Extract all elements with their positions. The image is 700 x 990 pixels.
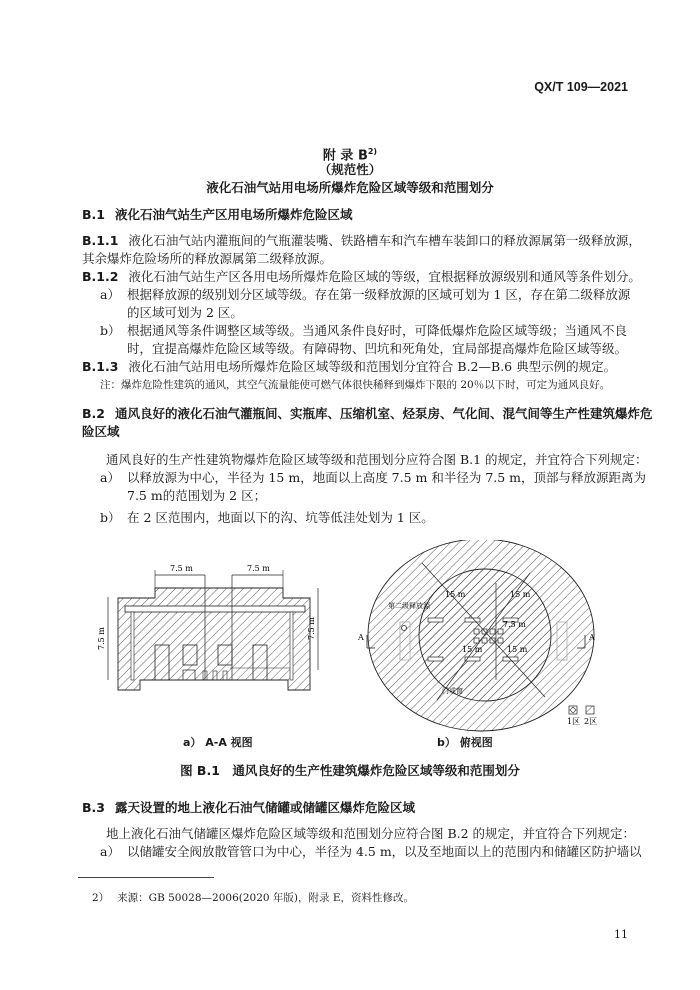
plan-view — [357, 540, 598, 731]
subfigure-a-caption: a） A-A 视图 — [183, 736, 253, 749]
list-item-a: 以释放源为中心，半径为 15 m，地面以上高度 7.5 m 和半径为 7.5 m，顶部与释放源距离为 — [127, 470, 647, 485]
doc-code: QX/T 109—2021 — [534, 80, 628, 94]
list-item-a-cont: 7.5 m的范围划为 2 区； — [127, 488, 267, 503]
release-source-label: 第二级释放源 — [388, 602, 430, 610]
door-window-label: 门或窗 — [442, 687, 463, 695]
note: 注：爆炸危险性建筑的通风，其空气流量能使可燃气体很快稀释到爆炸下限的 20％以下时，可定为通风良好。 — [100, 379, 611, 391]
clause-number: B.1.1 — [82, 233, 119, 248]
section-title: 露天设置的地上液化石油气储罐或储罐区爆炸危险区域 — [114, 800, 415, 815]
clause-b11-cont: 其余爆炸危险场所的释放源属第二级释放源。 — [82, 251, 333, 266]
appendix-title: 液化石油气站用电场所爆炸危险区域等级和范围划分 — [206, 180, 494, 195]
list-item-a: 根据释放源的级别划分区域等级。存在第一级释放源的区域可划为 1 区，存在第二级释放源 — [127, 287, 631, 302]
section-mark-left: A — [358, 633, 364, 642]
figure-caption: 图 B.1 通风良好的生产性建筑爆炸危险区域等级和范围划分 — [180, 763, 520, 778]
list-item-a-cont: 的区域可划为 2 区。 — [127, 305, 243, 320]
appendix-label-text: 附 录 B — [322, 148, 368, 164]
dim-label: 7.5 m — [503, 620, 526, 629]
list-marker-a: a） — [100, 470, 120, 485]
section-number: B.2 — [82, 406, 105, 421]
legend-zone-1: 1区 — [567, 717, 581, 726]
section-b2-heading-cont: 险区域 — [82, 424, 120, 439]
section-mark-right: A — [589, 633, 595, 642]
list-marker-a: a） — [100, 844, 120, 859]
page-number: 11 — [614, 928, 628, 941]
legend — [567, 706, 597, 726]
clause-b11 — [82, 232, 641, 250]
list-marker-b: b） — [100, 323, 121, 338]
dim-label: 7.5 m — [247, 564, 270, 573]
footnote-marker: 2） — [92, 892, 110, 904]
dim-label: 15 m — [510, 590, 531, 599]
clause-number: B.1.3 — [82, 359, 119, 374]
dim-label: 15 m — [507, 645, 528, 654]
footnote — [92, 889, 414, 907]
clause-b13 — [82, 358, 616, 376]
footnote-ref: 2) — [367, 147, 378, 156]
legend-zone-2: 2区 — [584, 717, 598, 726]
list-item-b-cont: 时，宜提高爆炸危险区域等级。有障碍物、凹坑和死角处，宜局部提高爆炸危险区域等级。 — [127, 341, 628, 356]
section-number: B.3 — [82, 800, 105, 815]
section-b1-heading — [82, 206, 353, 224]
section-title: 通风良好的液化石油气灌瓶间、实瓶库、压缩机室、烃泵房、气化间、混气间等生产性建筑爆炸危 — [114, 406, 653, 421]
appendix-nature: （规范性） — [318, 162, 382, 177]
dim-label: 7.5 m — [170, 564, 193, 573]
section-title: 液化石油气站生产区用电场所爆炸危险区域 — [114, 207, 353, 222]
list-item-b: 根据通风等条件调整区域等级。当通风条件良好时，可降低爆炸危险区域等级；当通风不良 — [127, 323, 628, 338]
b2-intro: 通风良好的生产性建筑物爆炸危险区域等级和范围划分应符合图 B.1 的规定，并宜符合下列规定： — [106, 452, 648, 467]
clause-text: 液化石油气站用电场所爆炸危险区域等级和范围划分宜符合 B.2—B.6 典型示例的规定。 — [128, 359, 617, 374]
b3-intro: 地上液化石油气储罐区爆炸危险区域等级和范围划分应符合图 B.2 的规定，并宜符合下列规定： — [106, 826, 636, 841]
list-item-a: 以储罐安全阀放散管管口为中心，半径为 4.5 m，以及至地面以上的范围内和储罐区防护墙以 — [127, 844, 642, 859]
section-b3-heading — [82, 799, 415, 817]
footnote-text: 来源：GB 50028—2006(2020 年版)，附录 E，资料性修改。 — [117, 892, 415, 904]
list-item-b: 在 2 区范围内，地面以下的沟、坑等低洼处划为 1 区。 — [127, 510, 434, 525]
subfigure-b-caption: b） 俯视图 — [437, 736, 493, 749]
list-marker-b: b） — [100, 510, 121, 525]
dim-label: 7.5 m — [307, 617, 316, 640]
list-marker-a: a） — [100, 287, 120, 302]
clause-text: 液化石油气站生产区各用电场所爆炸危险区域的等级，宜根据释放源级别和通风等条件划分。 — [128, 269, 641, 284]
section-view-aa — [97, 564, 318, 690]
dim-label: 7.5 m — [97, 627, 106, 650]
footnote-divider — [78, 877, 214, 878]
section-b2-heading — [82, 405, 653, 423]
section-number: B.1 — [82, 207, 105, 222]
dim-label: 15 m — [462, 645, 483, 654]
clause-number: B.1.2 — [82, 269, 119, 284]
clause-text: 液化石油气站内灌瓶间的气瓶灌装嘴、铁路槽车和汽车槽车装卸口的释放源属第一级释放源， — [128, 233, 641, 248]
clause-b12 — [82, 268, 641, 286]
dim-label: 15 m — [445, 590, 466, 599]
figure-b1 — [0, 540, 700, 790]
